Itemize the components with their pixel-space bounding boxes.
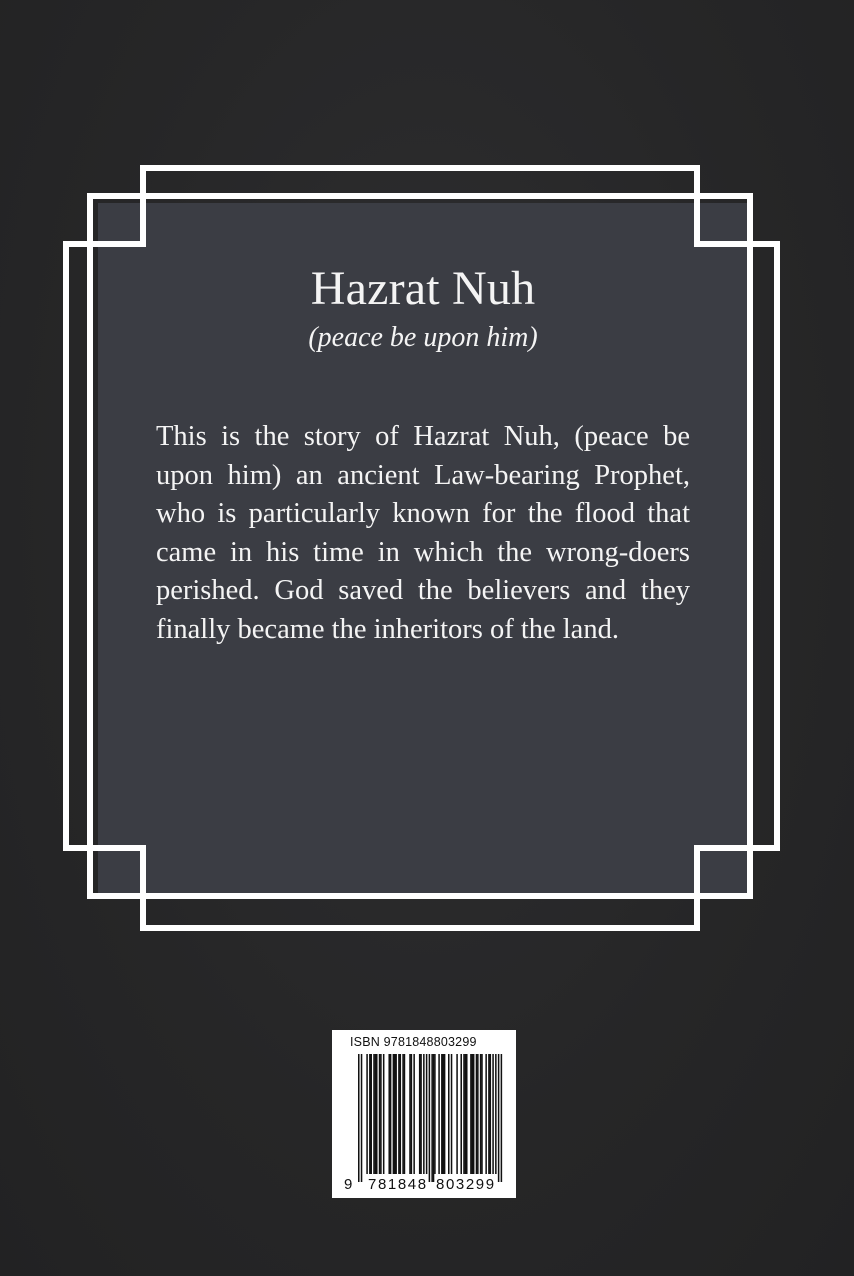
barcode-bar [473, 1054, 475, 1174]
barcode-bar [423, 1054, 425, 1174]
barcode-bar [426, 1054, 428, 1174]
barcode-bar [402, 1054, 404, 1174]
isbn-barcode [332, 1030, 516, 1198]
barcode-bar [501, 1054, 503, 1182]
barcode-bars [332, 1030, 516, 1198]
barcode-bar [383, 1054, 385, 1174]
barcode-bar [375, 1054, 377, 1174]
barcode-digit-lead: 9 [344, 1176, 354, 1193]
book-title: Hazrat Nuh [310, 262, 536, 315]
barcode-bar [448, 1054, 450, 1174]
barcode-digits-left: 781848 [368, 1176, 428, 1193]
book-blurb: This is the story of Hazrat Nuh, (peace be upon him) an ancient Law-bearing Prophet, who is particularly known for the flood that came in his time in which the wrong-doers perished. God saved the believers and they finally became the inheritors of the land. [156, 421, 690, 645]
barcode-bar [358, 1054, 360, 1182]
barcode-bar [434, 1054, 436, 1174]
barcode-bar [485, 1054, 487, 1174]
barcode-bar [420, 1054, 422, 1174]
barcode-bar [379, 1054, 381, 1174]
barcode-bar [366, 1054, 368, 1174]
barcode-bar [411, 1054, 413, 1174]
barcode-bar [480, 1054, 482, 1174]
barcode-bar [498, 1054, 500, 1182]
barcode-bar [413, 1054, 415, 1174]
barcode-bar [393, 1054, 395, 1174]
barcode-bar [431, 1054, 433, 1182]
barcode-bar [404, 1054, 406, 1174]
barcode-bar [370, 1054, 372, 1174]
barcode-bar [409, 1054, 411, 1174]
barcode-bar [466, 1054, 468, 1174]
barcode-bar [495, 1054, 497, 1174]
barcode-bar [472, 1054, 474, 1174]
barcode-bar [488, 1054, 490, 1174]
book-subtitle: (peace be upon him) [308, 322, 538, 353]
barcode-bar [394, 1054, 396, 1174]
barcode-bar [476, 1054, 478, 1174]
barcode-bar [477, 1054, 479, 1174]
barcode-bar [388, 1054, 390, 1174]
barcode-bar [481, 1054, 483, 1174]
barcode-bar [429, 1054, 431, 1182]
barcode-bar [395, 1054, 397, 1174]
barcode-bar [380, 1054, 382, 1174]
barcode-bar [444, 1054, 446, 1174]
barcode-bar [451, 1054, 453, 1174]
barcode-bar [376, 1054, 378, 1174]
barcode-bar [438, 1054, 440, 1174]
barcode-bar [433, 1054, 435, 1182]
barcode-bar [442, 1054, 444, 1174]
barcode-bar [361, 1054, 363, 1182]
barcode-bar [369, 1054, 371, 1174]
panel-content [156, 258, 690, 649]
barcode-bar [398, 1054, 400, 1174]
barcode-digits-right: 803299 [436, 1176, 496, 1193]
barcode-bar [419, 1054, 421, 1174]
barcode-bar [390, 1054, 392, 1174]
barcode-bar [492, 1054, 494, 1174]
barcode-bar [373, 1054, 375, 1174]
barcode-bar [460, 1054, 462, 1174]
barcode-bar [490, 1054, 492, 1174]
barcode-bar [470, 1054, 472, 1174]
barcode-bar [441, 1054, 443, 1174]
barcode-bar [463, 1054, 465, 1174]
barcode-bar [456, 1054, 458, 1174]
barcode-bar [465, 1054, 467, 1174]
barcode-bar [400, 1054, 402, 1174]
isbn-label: ISBN 9781848803299 [350, 1035, 477, 1049]
